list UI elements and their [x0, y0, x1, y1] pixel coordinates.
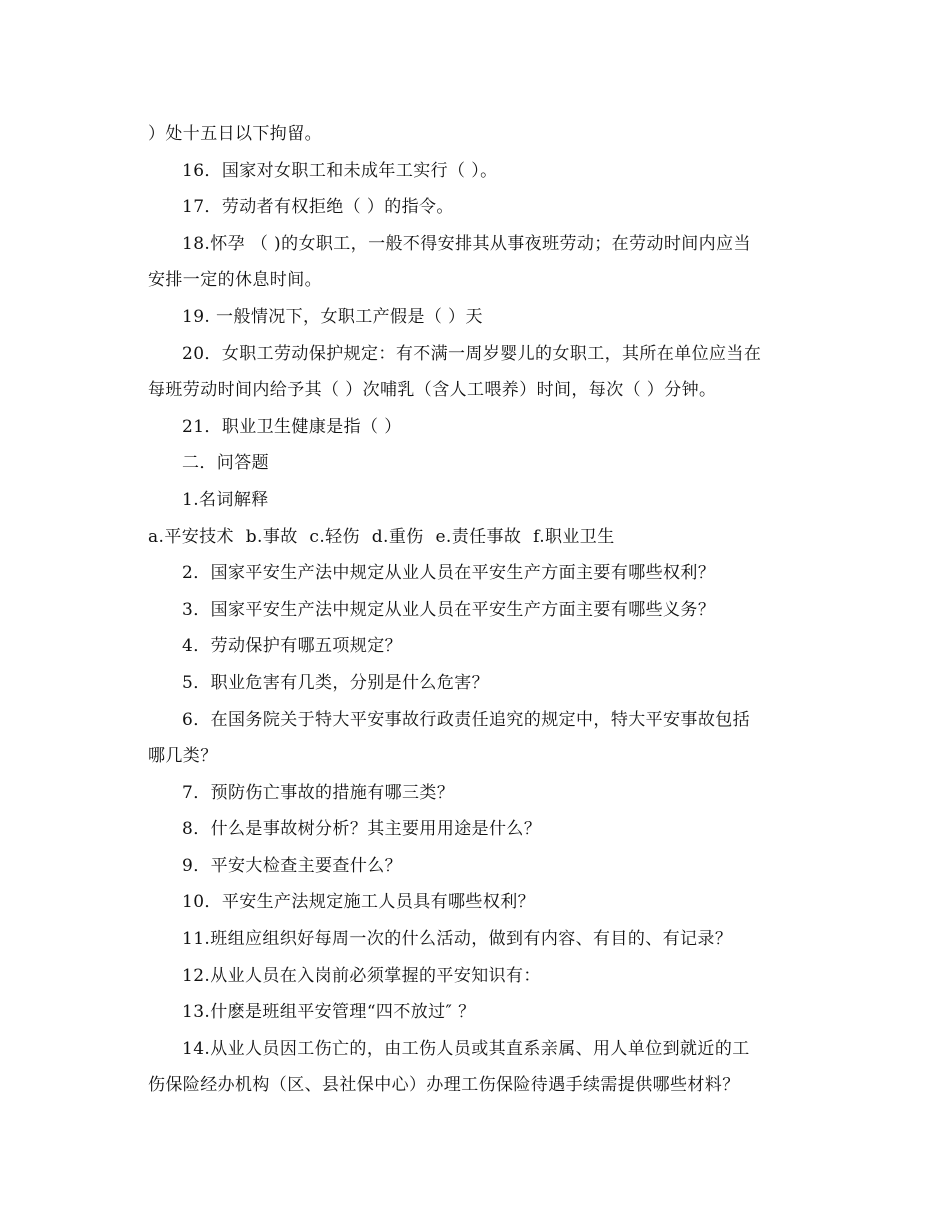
question-16: 16．国家对女职工和未成年工实行（ ）。 [182, 160, 498, 181]
item-14: 14.从业人员因工伤亡的，由工伤人员或其直系亲属、用人单位到就近的工 [182, 1038, 750, 1059]
item-8: 8．什么是事故树分析？其主要用用途是什么？ [182, 819, 542, 840]
section-heading: 二．问答题 [182, 453, 269, 474]
item-7: 7．预防伤亡事故的措施有哪三类？ [182, 782, 455, 803]
item-3: 3．国家平安生产法中规定从业人员在平安生产方面主要有哪些义务？ [182, 599, 716, 620]
item-13: 13.什麽是班组平安管理“四不放过″ ？ [182, 1002, 476, 1023]
item-6-continued: 哪几类？ [148, 746, 218, 767]
text-line: ）处十五日以下拘留。 [148, 124, 322, 144]
question-19: 19. 一般情况下，女职工产假是（ ）天 [182, 306, 483, 327]
question-17: 17．劳动者有权拒绝（ ）的指令。 [182, 197, 454, 218]
question-20: 20．女职工劳动保护规定：有不满一周岁婴儿的女职工，其所在单位应当在 [182, 343, 762, 364]
item-12: 12.从业人员在入岗前必须掌握的平安知识有： [182, 965, 541, 986]
question-20-continued: 每班劳动时间内给予其（ ）次哺乳（含人工喂养）时间，每次（ ）分钟。 [148, 380, 717, 401]
item-9: 9．平安大检查主要查什么？ [182, 855, 403, 876]
document-body [148, 116, 808, 1104]
item-2: 2．国家平安生产法中规定从业人员在平安生产方面主要有哪些权利？ [182, 563, 716, 584]
item-4: 4．劳动保护有哪五项规定？ [182, 636, 403, 657]
question-21: 21．职业卫生健康是指（ ） [182, 416, 402, 437]
question-18: 18.怀孕 （ )的女职工，一般不得安排其从事夜班劳动；在劳动时间内应当 [182, 233, 751, 254]
item-10: 10．平安生产法规定施工人员具有哪些权利？ [182, 892, 536, 913]
item-14-continued: 伤保险经办机构（区、县社保中心）办理工伤保险待遇手续需提供哪些材料？ [148, 1075, 740, 1096]
question-18-continued: 安排一定的休息时间。 [148, 270, 322, 291]
item-6: 6．在国务院关于特大平安事故行政责任追究的规定中，特大平安事故包括 [182, 709, 751, 730]
item-5: 5．职业危害有几类，分别是什么危害？ [182, 672, 490, 693]
term-list: a.平安技术 b.事故 c.轻伤 d.重伤 e.责任事故 f.职业卫生 [148, 526, 615, 547]
item-1-heading: 1.名词解释 [182, 489, 269, 510]
item-11: 11.班组应组织好每周一次的什么活动，做到有内容、有目的、有记录？ [182, 929, 733, 950]
